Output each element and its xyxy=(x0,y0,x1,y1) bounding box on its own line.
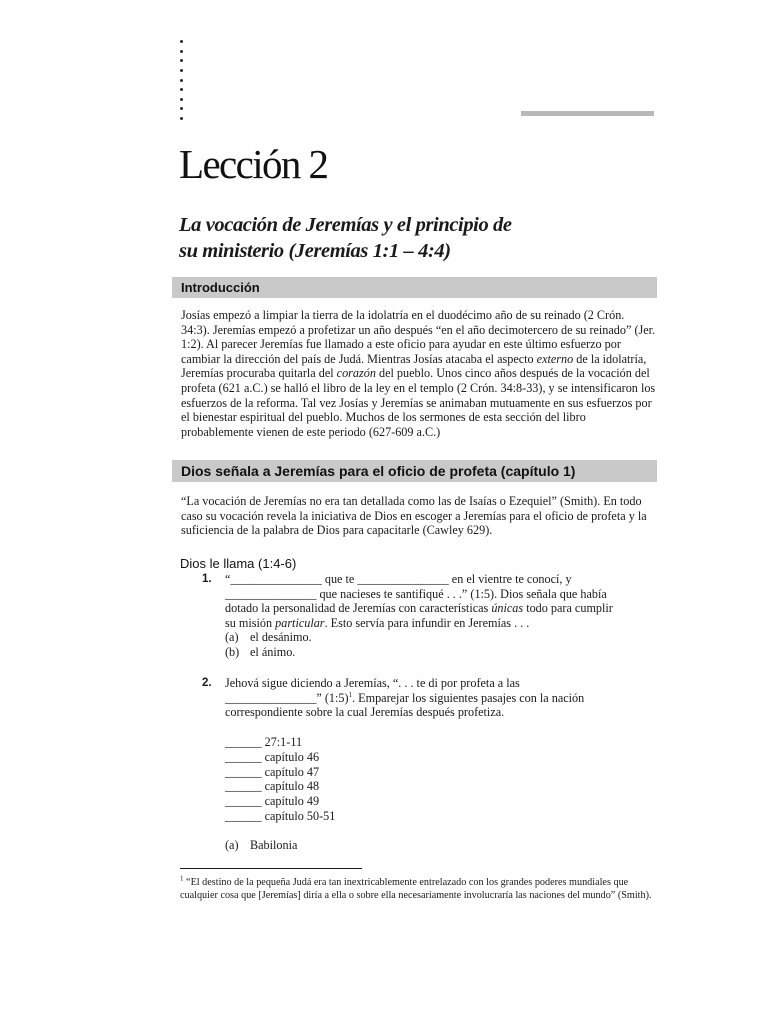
chapter-quote-paragraph: “La vocación de Jeremías no era tan detallada como las de Isaías o Ezequiel” (Smith). En todo caso su vocación revela la iniciativa de Dios en escoger a Jeremías para el oficio de profeta y la suficiencia de la palabra de Dios para capacitarle (Cawley 629). xyxy=(181,494,647,538)
q1-text-a: “_______________ que te _______________ en el vientre te conocí, y _______________ que nacieses te santifiqué . . .” (1:5). Dios señala que había dotado la personalidad de Jeremías con características xyxy=(225,572,607,616)
question-2 xyxy=(180,676,610,720)
header-rule xyxy=(521,111,654,116)
footnote-marker: 1 xyxy=(180,874,184,883)
question-1-option-b xyxy=(225,645,610,660)
question-1-text xyxy=(225,572,615,630)
matching-item: ______ capítulo 49 xyxy=(225,794,320,809)
matching-item: ______ capítulo 47 xyxy=(225,764,320,779)
page-subtitle xyxy=(179,212,599,264)
question-1-option-a xyxy=(225,630,610,645)
question-2-number: 2. xyxy=(202,677,212,689)
subtitle-line-2: su ministerio (Jeremías 1:1 – 4:4) xyxy=(179,240,451,262)
q2-text-b: . Emparejar los siguientes pasajes con la nación correspondiente sobre la cual Jeremías después profetiza. xyxy=(225,690,585,720)
matching-list xyxy=(225,735,335,824)
question-1 xyxy=(180,572,613,660)
subtitle-line-1: La vocación de Jeremías y el principio de xyxy=(179,214,512,236)
chapter-heading: Dios señala a Jeremías para el oficio de profeta (capítulo 1) xyxy=(172,460,657,482)
intro-heading: Introducción xyxy=(172,277,657,298)
question-1-number: 1. xyxy=(202,573,212,585)
q1-emphasis-1: únicas xyxy=(491,601,524,616)
option-letter: (a) xyxy=(225,630,239,645)
calls-heading: Dios le llama (1:4-6) xyxy=(180,556,297,571)
intro-emphasis-2: corazón xyxy=(336,366,376,381)
intro-text-c: del pueblo. Unos cinco años después de la vocación del profeta (621 a.C.) se halló el libro de la ley en el templo (2 Crón. 34:8-33), y se intensificaron los esfuerzos de la reforma. Tal vez Josías y Jeremías se animaban mutuamente en sus esfuerzos por el bienestar espiritual del pueblo. Muchos de los sermones de esta sección del libro probablemente vienen de este periodo (627-609 a.C.) xyxy=(181,366,656,439)
intro-emphasis-1: externo xyxy=(536,351,574,366)
footnote xyxy=(180,876,660,902)
intro-text-a: Josías empezó a limpiar la tierra de la idolatría en el duodécimo año de su reinado (2 Crón. 34:3). Jeremías empezó a profetizar un año después “en el año decimotercero de su reinado” (Jer. 1:2). Al parecer Jeremías fue llamado a este oficio para ayudar en este último esfuerzo por cambiar la dirección del país de Judá. Mientras Josías atacaba el aspecto xyxy=(181,308,656,366)
option-text: el ánimo. xyxy=(250,644,296,659)
intro-text-b: de la idolatría, Jeremías procuraba quitarla del xyxy=(181,351,647,381)
q1-emphasis-2: particular xyxy=(275,615,325,630)
q2-text-a: Jehová sigue diciendo a Jeremías, “. . . te di por profeta a las _______________” (1:5) xyxy=(225,676,520,705)
matching-item: ______ capítulo 46 xyxy=(225,749,320,764)
intro-paragraph xyxy=(181,308,656,439)
footnote-separator xyxy=(180,868,362,869)
decorative-dots xyxy=(180,40,186,120)
matching-item: ______ capítulo 48 xyxy=(225,779,320,794)
matching-item: ______ 27:1-11 xyxy=(225,735,303,749)
footnote-text: “El destino de la pequeña Judá era tan inextricablemente entrelazado con los grandes poderes mundiales que cualquier cosa que [Jeremías] diría a ella o sobre ella necesariamente involucraría las naciones del mundo” (Smith). xyxy=(180,877,652,902)
nation-text: Babilonia xyxy=(250,838,298,852)
nation-option-a xyxy=(225,838,297,853)
page-title: Lección 2 xyxy=(179,141,328,187)
option-letter: (b) xyxy=(225,644,240,659)
question-2-text xyxy=(225,676,615,720)
footnote-reference: 1 xyxy=(348,690,353,699)
q1-text-b: todo para cumplir su misión xyxy=(225,601,613,630)
q1-text-c: . Esto servía para infundir en Jeremías . . . xyxy=(324,615,530,630)
nation-letter: (a) xyxy=(225,838,239,852)
matching-item: ______ capítulo 50-51 xyxy=(225,808,336,823)
option-text: el desánimo. xyxy=(250,630,312,645)
